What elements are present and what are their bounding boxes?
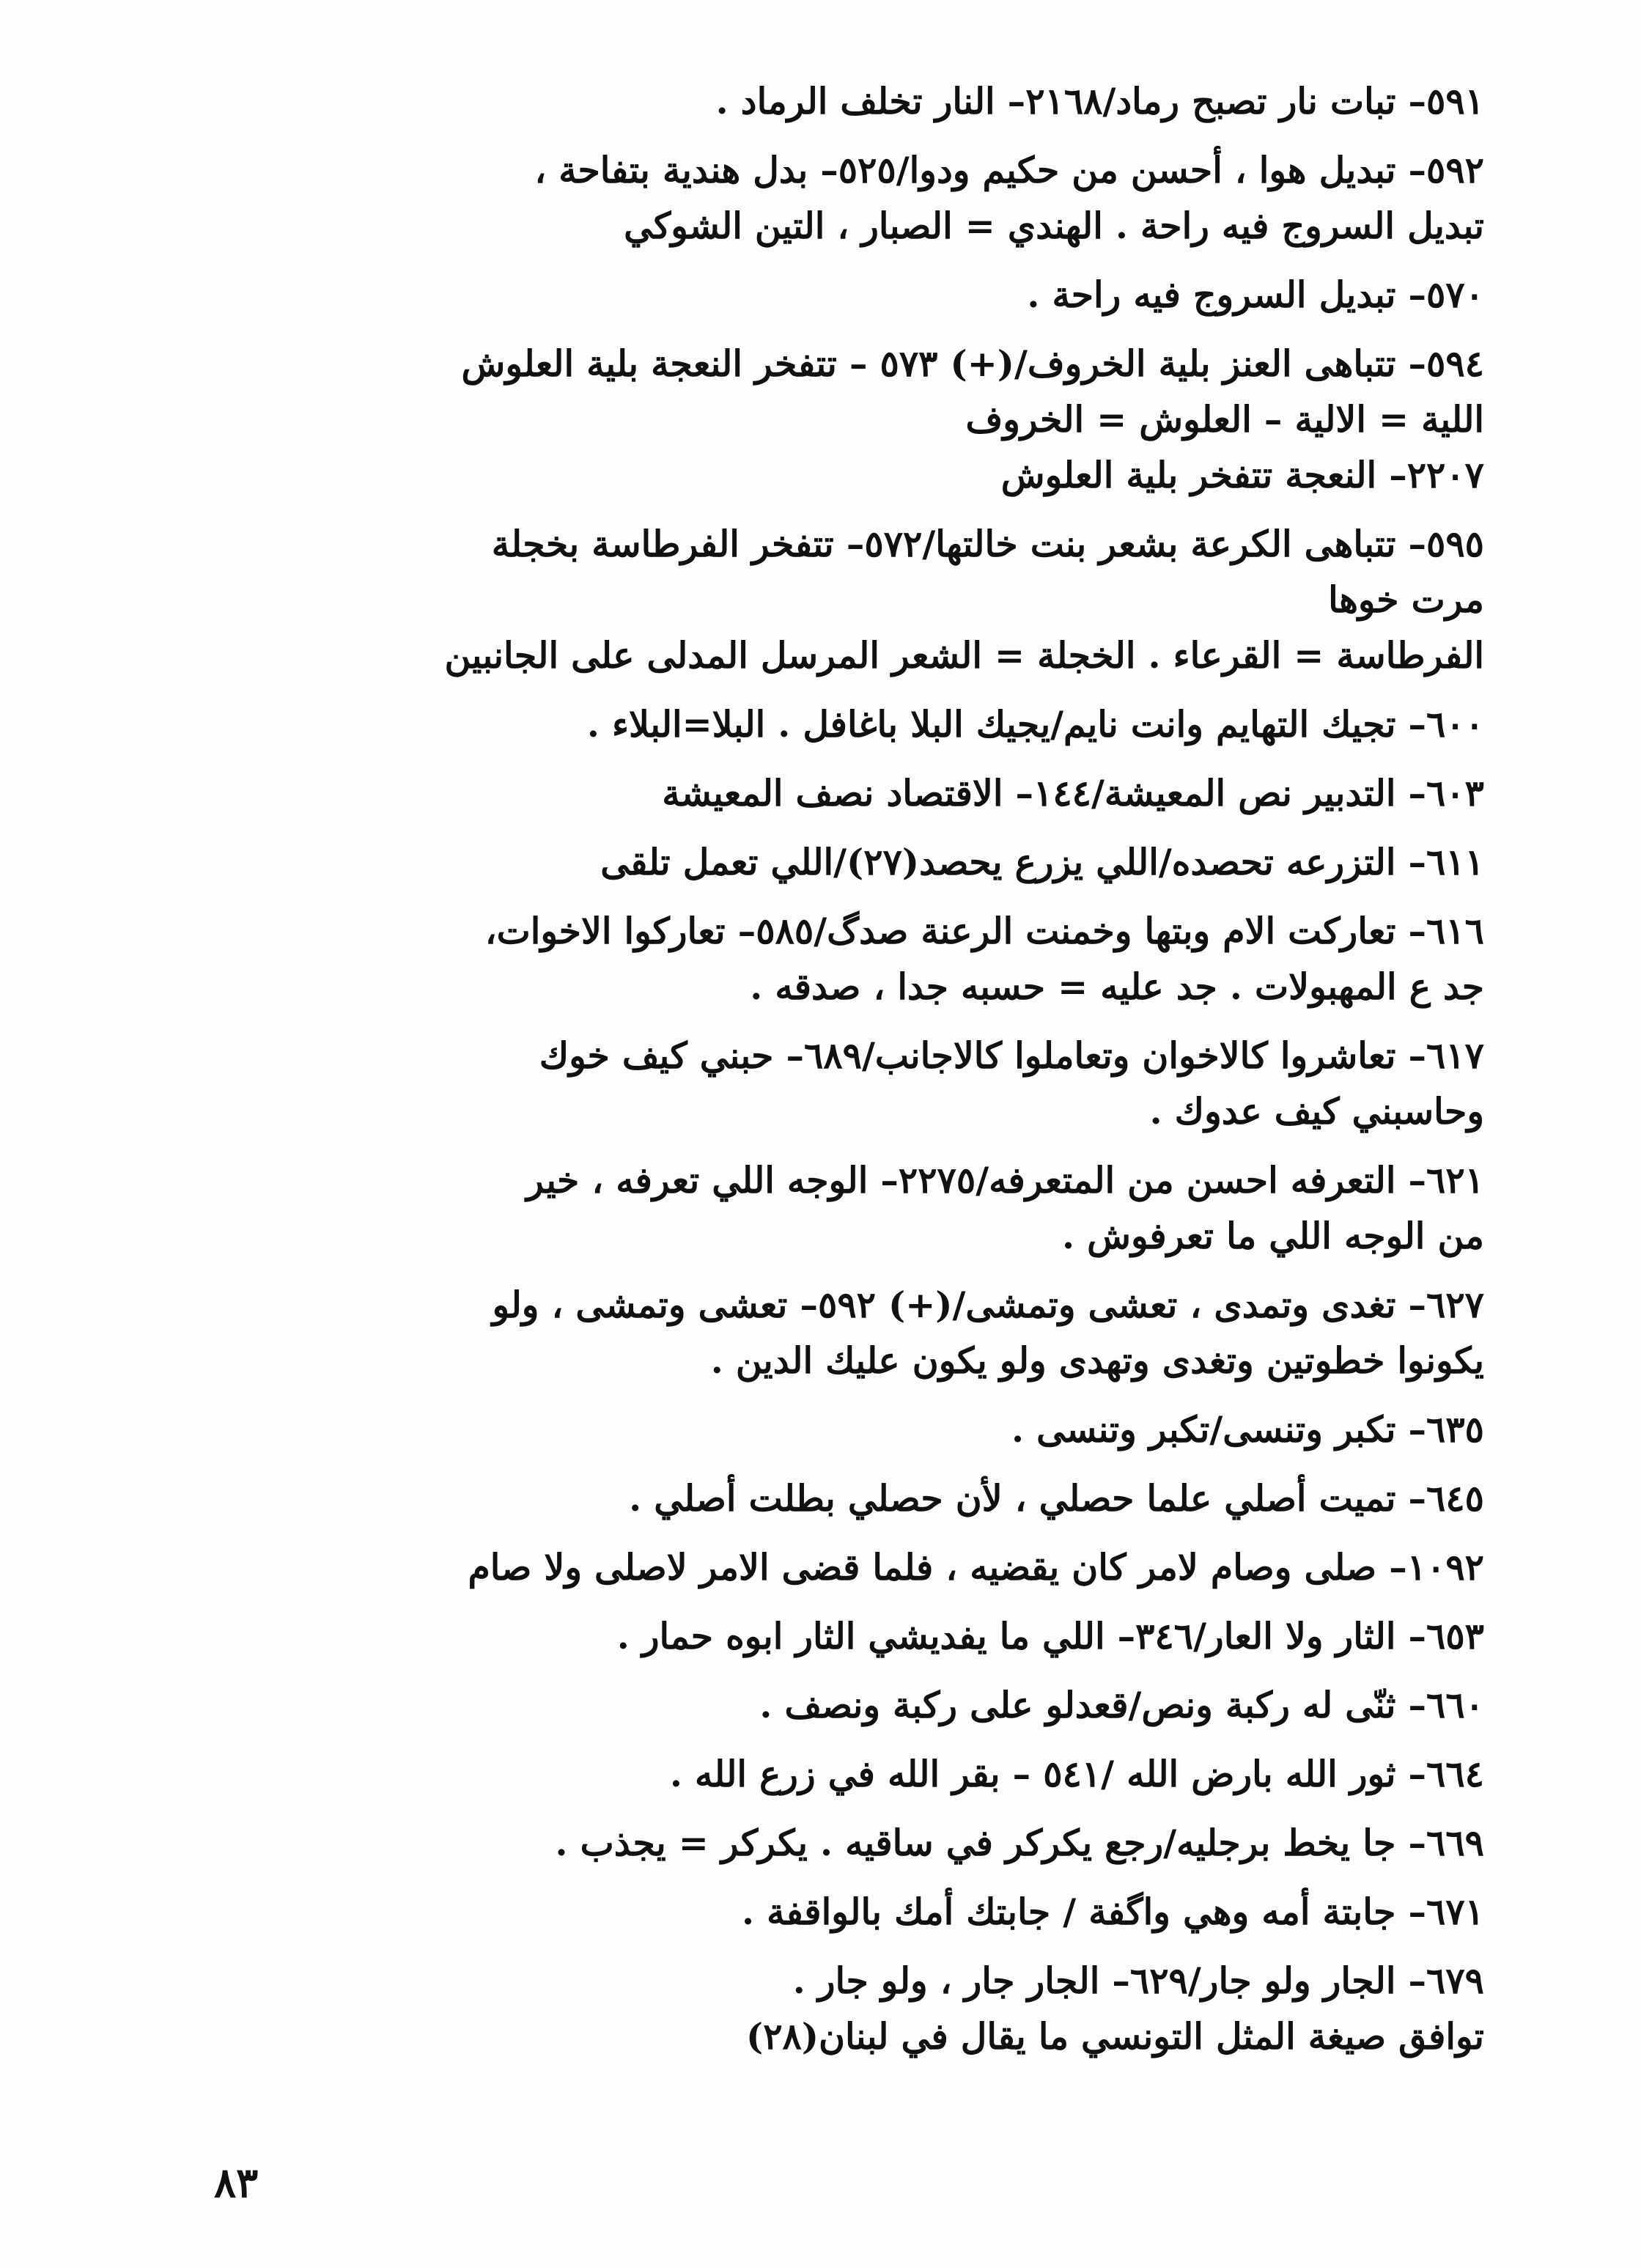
text-line: ٦٦٩– جا يخط برجليه/رجع يكركر في ساقيه . يكركر = يجذب . xyxy=(555,1822,1484,1864)
text-line: ٦٠٠– تجيك التهايم وانت نايم/يجيك البلا باغافل . البلا=البلاء . xyxy=(586,703,1484,745)
entry-627 xyxy=(176,1277,1484,1388)
text-line: ٥٧٠– تبديل السروج فيه راحة . xyxy=(1027,273,1484,316)
text-line: ٥٩٥– تتباهى الكرعة بشعر بنت خالتها/٥٧٢– تتفخر الفرطاسة بخجلة xyxy=(491,523,1484,565)
text-line: ٦١٦– تعاركت الام وبتها وخمنت الرعنة صدگ/٥٨٥– تعاركوا الاخوات، xyxy=(484,910,1484,952)
text-line: ٦٤٥– تميت أصلي علما حصلي ، لأن حصلي بطلت أصلي . xyxy=(629,1477,1484,1520)
text-line: ٦١٧– تعاشروا كالاخوان وتعاملوا كالاجانب/٦٨٩– حبني كيف خوك xyxy=(539,1034,1484,1077)
text-line: ٦٥٣– الثار ولا العار/٣٤٦– اللي ما يفديشي الثار ابوه حمار . xyxy=(616,1615,1484,1657)
text-line: ٦٧٩– الجار ولو جار/٦٢٩– الجار جار ، ولو جار . xyxy=(792,1959,1484,2002)
text-line: ٦٢٧– تغدى وتمدى ، تعشى وتمشى/(+) ٥٩٢– تعشى وتمشى ، ولو xyxy=(492,1284,1484,1326)
entry-664 xyxy=(176,1746,1484,1802)
text-line: ٦٦٤– ثور الله بارض الله /٥٤١ – بقر الله في زرع الله . xyxy=(669,1753,1484,1795)
text-line: اللية = الالية – العلوش = الخروف xyxy=(965,398,1484,441)
text-line: مرت خوها xyxy=(1328,578,1484,621)
entry-570 xyxy=(176,267,1484,323)
proverbs-text xyxy=(176,73,1484,2077)
entry-592 xyxy=(176,142,1484,254)
entry-594 xyxy=(176,336,1484,503)
text-line: ٥٩٢– تبديل هوا ، أحسن من حكيم ودوا/٥٢٥– بدل هندية بتفاحة ، xyxy=(534,149,1484,191)
entry-669 xyxy=(176,1815,1484,1871)
entry-617 xyxy=(176,1028,1484,1139)
text-line: ١٠٩٢– صلى وصام لامر كان يقضيه ، فلما قضى الامر لاصلى ولا صام xyxy=(468,1546,1484,1588)
entry-1092 xyxy=(176,1539,1484,1595)
entry-621 xyxy=(176,1152,1484,1264)
text-line: جد ع المهبولات . جد عليه = حسبه جدا ، صدقه . xyxy=(750,965,1484,1008)
text-line: ٦٢١– التعرفه احسن من المتعرفه/٢٢٧٥– الوجه اللي تعرفه ، خير xyxy=(526,1159,1484,1201)
text-line: ٦٣٥– تكبر وتنسى/تكبر وتنسى . xyxy=(1011,1408,1484,1451)
entry-660 xyxy=(176,1677,1484,1733)
text-line: توافق صيغة المثل التونسي ما يقال في لبنان(٢٨) xyxy=(746,2015,1484,2058)
text-line: ٢٢٠٧– النعجة تتفخر بلية العلوش xyxy=(1000,454,1484,496)
text-line: وحاسبني كيف عدوك . xyxy=(1149,1090,1484,1133)
text-line: ٥٩١– تبات نار تصبح رماد/٢١٦٨– النار تخلف الرماد . xyxy=(715,80,1484,122)
entry-603 xyxy=(176,765,1484,821)
text-line: الفرطاسة = القرعاء . الخجلة = الشعر المرسل المدلى على الجانبين xyxy=(444,634,1484,677)
entry-679 xyxy=(176,1953,1484,2064)
text-line: ٦٧١– جابتة أمه وهي واگفة / جابتك أمك بالواقفة . xyxy=(741,1890,1484,1933)
entry-616 xyxy=(176,903,1484,1015)
text-line: تبديل السروج فيه راحة . الهندي = الصبار ، التين الشوكي xyxy=(624,205,1484,247)
text-line: ٦٦٠– ثنّى له ركبة ونص/قعدلو على ركبة ونصف . xyxy=(759,1684,1484,1726)
entry-653 xyxy=(176,1608,1484,1664)
entry-591 xyxy=(176,73,1484,129)
entry-611 xyxy=(176,834,1484,890)
text-line: ٦٠٣– التدبير نص المعيشة/١٤٤– الاقتصاد نصف المعيشة xyxy=(662,772,1484,814)
text-line: من الوجه اللي ما تعرفوش . xyxy=(1062,1215,1484,1257)
entry-600 xyxy=(176,696,1484,752)
text-line: ٦١١– التزرعه تحصده/اللي يزرع يحصد(٢٧)/اللي تعمل تلقى xyxy=(600,841,1484,883)
text-line: ٥٩٤– تتباهى العنز بلية الخروف/(+) ٥٧٣ – تتفخر النعجة بلية العلوش xyxy=(461,342,1484,385)
entry-671 xyxy=(176,1884,1484,1940)
entry-595 xyxy=(176,516,1484,683)
page-number: ٨٣ xyxy=(214,2159,259,2207)
entry-645 xyxy=(176,1470,1484,1526)
text-line: يكونوا خطوتين وتغدى وتهدى ولو يكون عليك الدين . xyxy=(710,1339,1484,1382)
entry-635 xyxy=(176,1402,1484,1457)
